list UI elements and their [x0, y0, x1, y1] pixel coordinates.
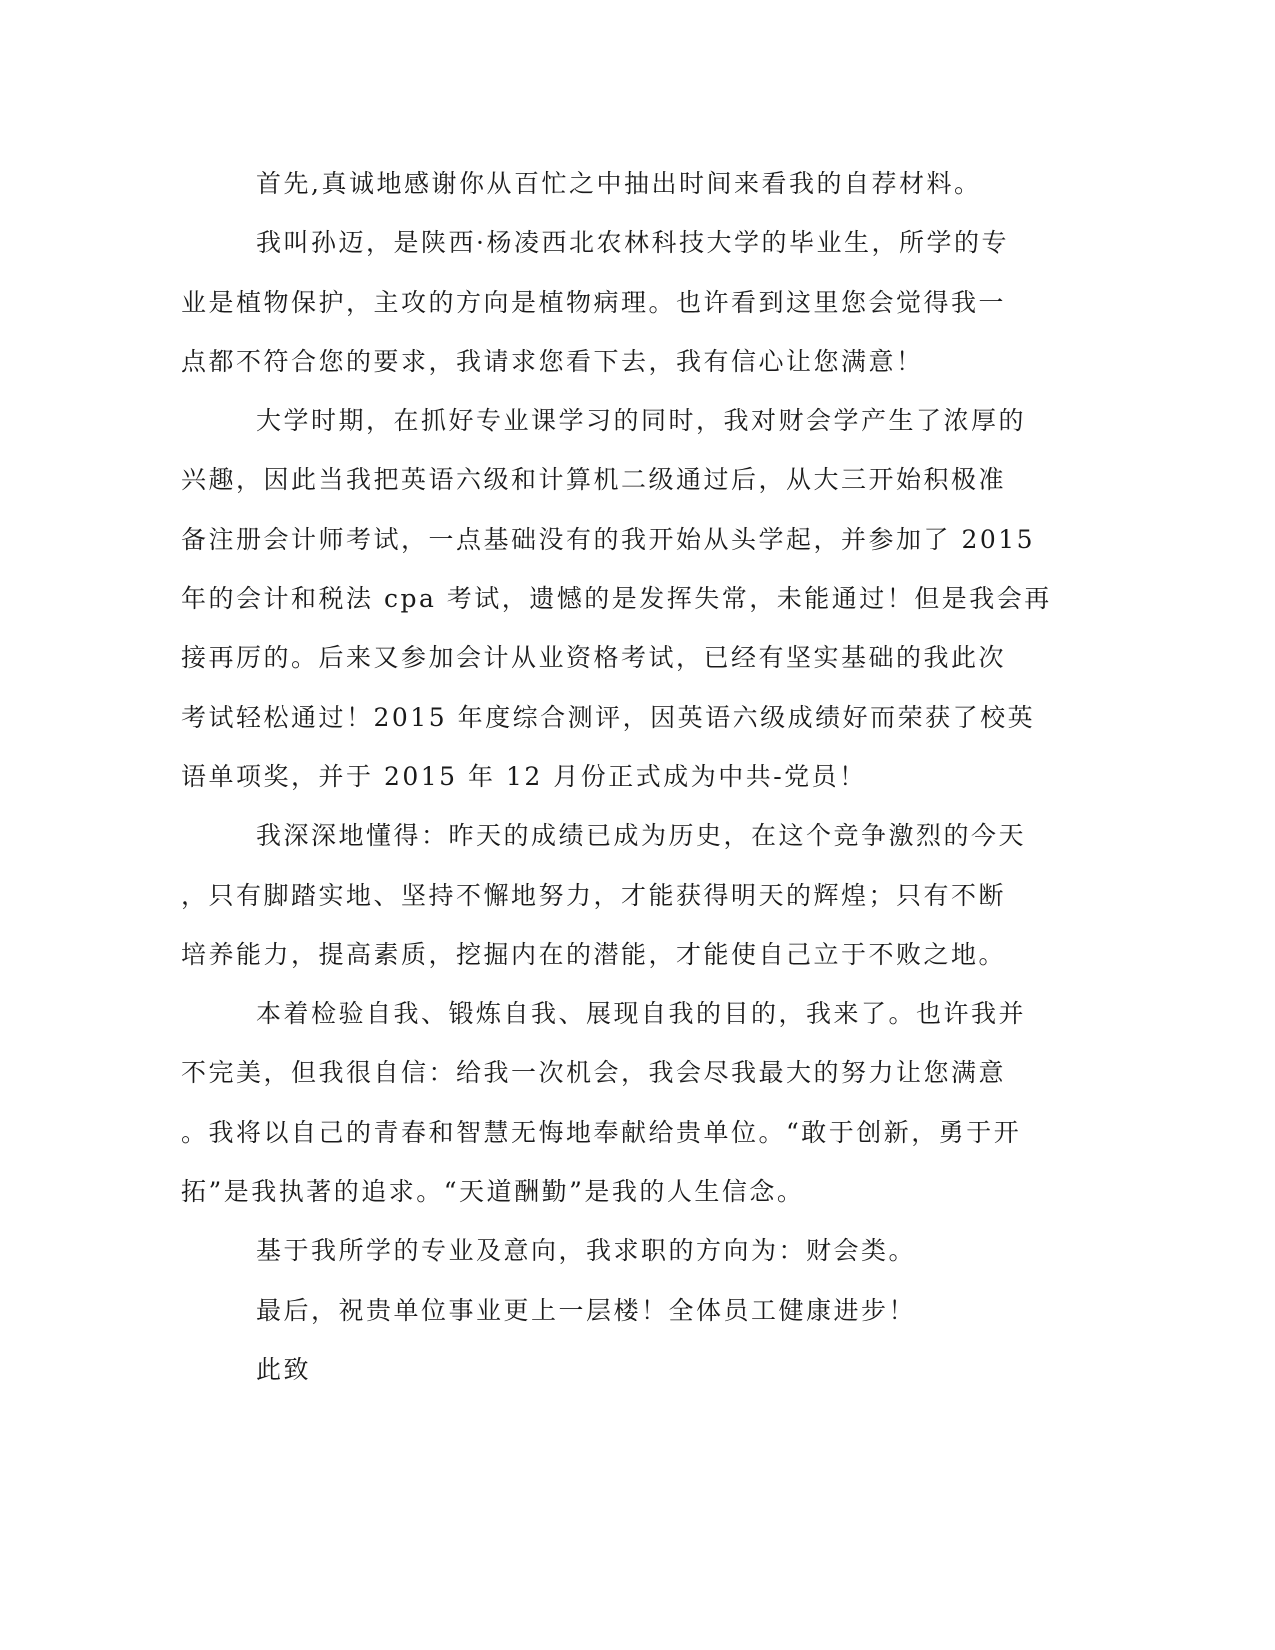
text-line: 接再厉的。后来又参加会计从业资格考试，已经有坚实基础的我此次 [181, 643, 1007, 673]
text-line: 。我将以自己的青春和智慧无悔地奉献给贵单位。“敢于创新，勇于开 [181, 1117, 1022, 1147]
text-line: 首先,真诚地感谢你从百忙之中抽出时间来看我的自荐材料。 [256, 169, 982, 198]
paragraph-philosophy [181, 806, 1036, 984]
paragraph-salutation [181, 1340, 1036, 1399]
text-line: 培养能力，提高素质，挖掘内在的潜能，才能使自己立于不败之地。 [181, 939, 1007, 969]
text-line: 我深深地懂得：昨天的成绩已成为历史，在这个竞争激烈的今天 [256, 821, 1027, 851]
cover-letter-body [181, 154, 1052, 1399]
text-line: 基于我所学的专业及意向，我求职的方向为：财会类。 [256, 1236, 917, 1266]
text-line: ，只有脚踏实地、坚持不懈地努力，才能获得明天的辉煌；只有不断 [181, 880, 1007, 910]
text-line: 备注册会计师考试，一点基础没有的我开始从头学起，并参加了 2015 [181, 524, 1036, 554]
text-line: 兴趣，因此当我把英语六级和计算机二级通过后，从大三开始积极准 [181, 465, 1007, 495]
text-line: 语单项奖，并于 2015 年 12 月份正式成为中共-党员！ [181, 761, 867, 791]
text-line: 年的会计和税法 cpa 考试，遗憾的是发挥失常，未能通过！但是我会再 [181, 584, 1052, 614]
paragraph-university-experience [181, 391, 1052, 806]
text-line: 拓”是我执著的追求。“天道酬勤”是我的人生信念。 [181, 1177, 805, 1207]
text-line: 大学时期，在抓好专业课学习的同时，我对财会学产生了浓厚的 [256, 406, 1027, 436]
text-line: 点都不符合您的要求，我请求您看下去，我有信心让您满意！ [181, 346, 924, 376]
text-line: 我叫孙迈，是陕西·杨凌西北农林科技大学的毕业生，所学的专 [256, 228, 1009, 258]
paragraph-introduction [181, 213, 1036, 391]
text-line: 此致 [256, 1354, 312, 1384]
text-line: 最后，祝贵单位事业更上一层楼！全体员工健康进步！ [256, 1295, 917, 1325]
text-line: 本着检验自我、锻炼自我、展现自我的目的，我来了。也许我并 [256, 999, 1027, 1029]
paragraph-closing-wishes [181, 1281, 1036, 1340]
paragraph-job-direction [181, 1221, 1036, 1280]
text-line: 不完美，但我很自信：给我一次机会，我会尽我最大的努力让您满意 [181, 1058, 1007, 1088]
text-line: 业是植物保护，主攻的方向是植物病理。也许看到这里您会觉得我一 [181, 287, 1007, 317]
paragraph-thanks [181, 154, 1036, 213]
text-line: 考试轻松通过！2015 年度综合测评，因英语六级成绩好而荣获了校英 [181, 702, 1036, 732]
paragraph-motivation [181, 984, 1036, 1221]
